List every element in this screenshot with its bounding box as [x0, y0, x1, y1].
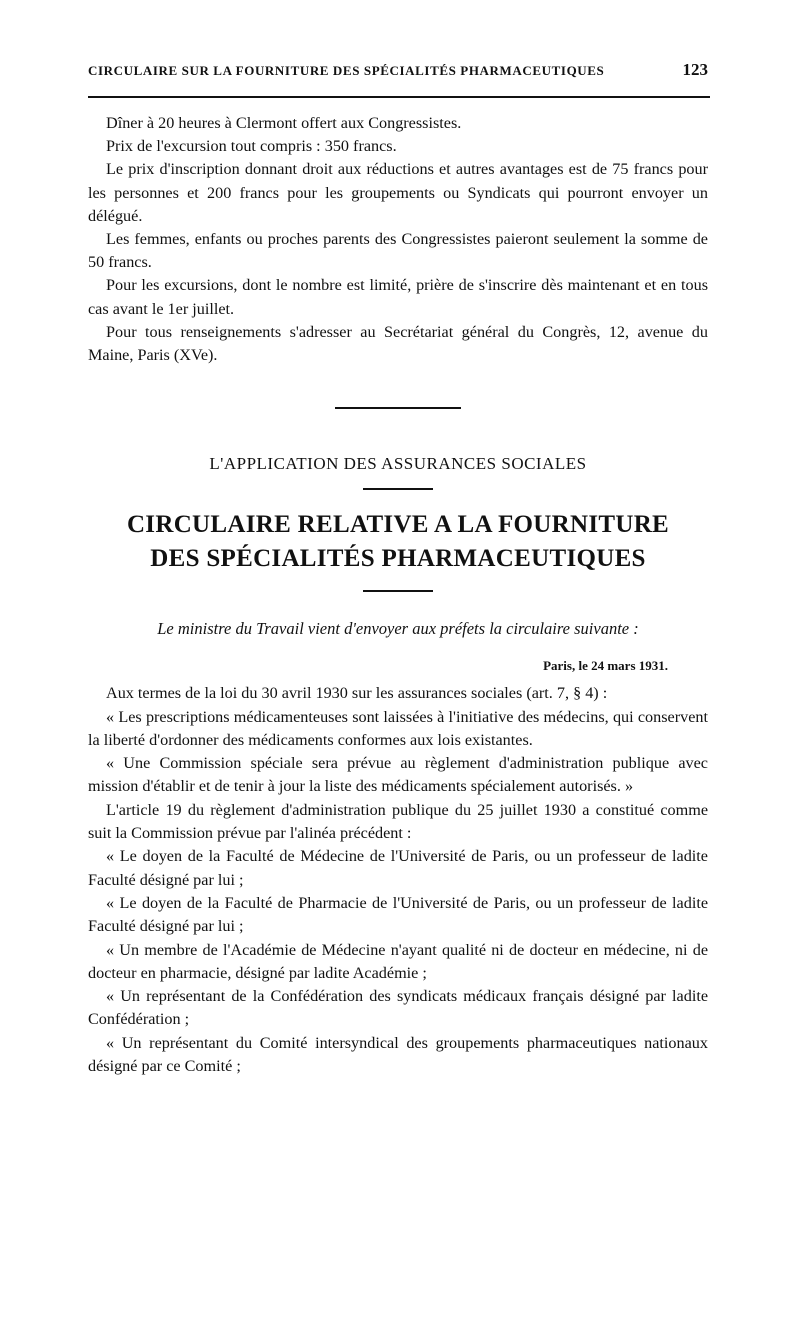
paragraph: « Le doyen de la Faculté de Pharmacie de l'Université de Paris, ou un professeur de ladite Faculté désigné par lui ; — [88, 893, 708, 936]
paragraph: Pour les excursions, dont le nombre est limité, prière de s'inscrire dès maintenant et en tous cas avant le 1er juillet. — [88, 276, 708, 318]
header-rule — [88, 96, 710, 98]
article-title-line: DES SPÉCIALITÉS PHARMACEUTIQUES — [150, 545, 646, 573]
paragraph: Les femmes, enfants ou proches parents des Congressistes paieront seulement la somme de 50 francs. — [88, 230, 708, 272]
paragraph: « Un représentant de la Confédération des syndicats médicaux français désigné par ladite Confédération ; — [88, 987, 708, 1029]
paragraph: Le prix d'inscription donnant droit aux réductions et autres avantages est de 75 francs pour les personnes et 200 francs pour les groupements ou Syndicats qui pourront envoyer un délégué. — [88, 160, 708, 225]
title-divider — [363, 590, 433, 592]
paragraph: « Un membre de l'Académie de Médecine n'ayant qualité ni de docteur en médecine, ni de docteur en pharmacie, désigné par ladite Académie ; — [88, 940, 708, 982]
paragraph: « Le doyen de la Faculté de Médecine de l'Université de Paris, ou un professeur de ladite Faculté désigné par lui ; — [88, 847, 708, 889]
page-number: 123 — [682, 60, 708, 79]
heading-divider — [363, 488, 433, 490]
article-title-line: CIRCULAIRE RELATIVE A LA FOURNITURE — [126, 511, 670, 539]
running-title: CIRCULAIRE SUR LA FOURNITURE DES SPÉCIALITÉS PHARMACEUTIQUES — [88, 63, 605, 78]
document-page — [88, 60, 708, 1078]
previous-article-text — [88, 112, 708, 367]
article-intro: Le ministre du Travail vient d'envoyer aux préfets la circulaire suivante : — [157, 619, 639, 639]
article-body — [88, 682, 708, 1078]
paragraph: Dîner à 20 heures à Clermont offert aux Congressistes. — [106, 114, 462, 132]
paragraph: « Un représentant du Comité intersyndical des groupements pharmaceutiques nationaux désigné par ce Comité ; — [88, 1033, 708, 1075]
section-divider — [335, 407, 461, 409]
paragraph: Aux termes de la loi du 30 avril 1930 sur les assurances sociales (art. 7, § 4) : — [106, 684, 608, 703]
section-heading: L'APPLICATION DES ASSURANCES SOCIALES — [209, 454, 587, 474]
running-header — [88, 60, 708, 86]
paragraph: « Les prescriptions médicamenteuses sont laissées à l'initiative des médecins, qui conservent la liberté d'ordonner des médicaments conformes aux lois existantes. — [88, 707, 708, 749]
paragraph: « Une Commission spéciale sera prévue au règlement d'administration publique avec mission d'établir et de tenir à jour la liste des médicaments spécialement autorisés. » — [88, 754, 708, 796]
dateline: Paris, le 24 mars 1931. — [543, 658, 668, 674]
article-title — [88, 508, 708, 576]
paragraph: Pour tous renseignements s'adresser au Secrétariat général du Congrès, 12, avenue du Maine, Paris (XVe). — [88, 322, 708, 365]
paragraph: Prix de l'excursion tout compris : 350 francs. — [106, 137, 397, 156]
paragraph: L'article 19 du règlement d'administration publique du 25 juillet 1930 a constitué comme suit la Commission prévue par l'alinéa précédent : — [88, 800, 708, 843]
